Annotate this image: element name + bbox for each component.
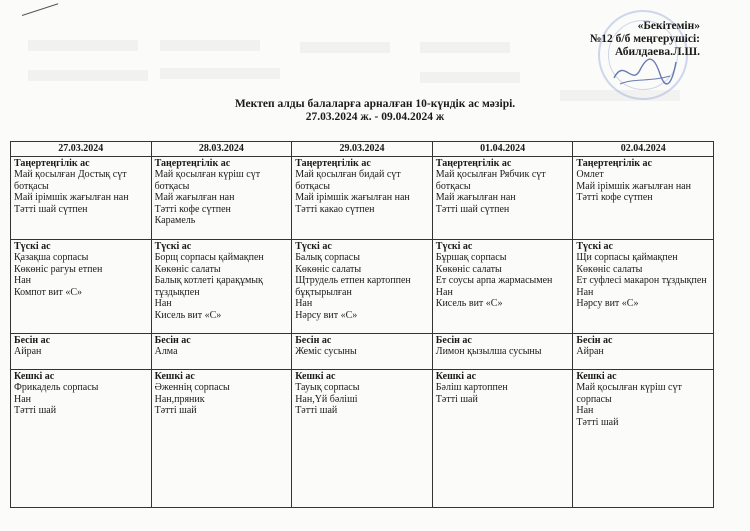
dish-item: Тәтті шай сүтпен	[435, 203, 510, 215]
meal-title: Түскі ас	[14, 240, 51, 252]
dish-item: Май қосылған күріш сүт сорпасы	[576, 382, 682, 405]
meal-cell	[151, 239, 292, 333]
dish-item: Май жағылған нан	[435, 192, 516, 203]
dish-item: Нәрсу вит «С»	[576, 298, 639, 309]
dish-item: Әженнің сорпасы	[154, 382, 230, 393]
meal-title: Бесін ас	[14, 334, 51, 346]
dish-item: Борщ сорпасы қаймақпен	[154, 252, 264, 263]
dish-item: Ет суфлесі макарон тұздықпен	[576, 275, 707, 286]
date-header: 01.04.2024	[432, 142, 573, 157]
dish-item: Нан	[295, 298, 313, 309]
dish-item: Май ірімшік жағылған нан	[576, 180, 691, 192]
meal-title: Таңертеңгілік ас	[154, 157, 231, 169]
meal-cell	[573, 156, 714, 239]
dish-item: Жеміс сусыны	[295, 346, 357, 357]
dish-item: Нәрсу вит «С»	[295, 309, 358, 321]
meal-cell	[573, 333, 714, 369]
dish-item: Нан	[576, 286, 594, 298]
meal-title: Бесін ас	[295, 334, 332, 346]
dish-item: Тәтті какао сүтпен	[295, 203, 375, 215]
meal-title: Таңертеңгілік ас	[576, 157, 652, 169]
dish-item: Көкөніс рагуы етпен	[14, 263, 103, 275]
meal-title: Түскі ас	[295, 240, 332, 252]
date-header-row	[11, 142, 714, 157]
dish-item: Май ірімшік жағылған нан	[295, 192, 410, 203]
signature	[610, 48, 680, 92]
meal-cell	[292, 156, 433, 239]
dish-item: Омлет	[576, 169, 604, 180]
menu-table	[10, 141, 714, 508]
dish-item: Нан	[14, 275, 32, 286]
approval-line-2: №12 б/б меңгерушісі:	[589, 33, 700, 45]
dish-item: Май жағылған нан	[154, 192, 235, 203]
meal-title: Кешкі ас	[576, 370, 617, 382]
dish-item: Тәтті шай	[576, 416, 619, 428]
meal-title: Түскі ас	[576, 240, 613, 252]
meal-cell	[292, 239, 433, 333]
dish-item: Көкөніс салаты	[576, 263, 643, 275]
meal-cell	[151, 333, 292, 369]
dish-item: Бәліш картоппен	[435, 382, 508, 393]
dish-item: Тәтті шай сүтпен	[14, 203, 88, 215]
dish-item: Көкөніс салаты	[295, 263, 362, 275]
dish-item: Лимон қызылша сусыны	[435, 346, 542, 357]
dish-item: Тауық сорпасы	[295, 382, 360, 393]
meal-cell	[11, 369, 152, 507]
meal-title: Таңертеңгілік ас	[14, 157, 90, 169]
dish-item: Балық сорпасы	[295, 252, 360, 263]
dish-item: Тәтті шай	[435, 393, 478, 405]
dish-item: Көкөніс салаты	[435, 263, 502, 275]
pen-mark	[22, 3, 58, 16]
meal-row	[11, 369, 714, 507]
dish-item: Май қосылған бидай сүт ботқасы	[295, 169, 401, 192]
dish-item: Балық котлеті қарақұмық тұздықпен	[154, 275, 263, 298]
dish-item: Компот вит «С»	[14, 286, 83, 298]
meal-cell	[432, 239, 573, 333]
date-header: 27.03.2024	[11, 142, 152, 157]
dish-item: Нан	[576, 405, 594, 416]
dish-item: Кисель вит «С»	[435, 298, 503, 309]
dish-item: Май қосылған күріш сүт ботқасы	[154, 169, 261, 192]
meal-title: Кешкі ас	[435, 370, 477, 382]
dish-item: Қазақша сорпасы	[14, 252, 89, 263]
dish-item: Тәтті шай	[154, 405, 197, 416]
dish-item: Май қосылған Достық сүт ботқасы	[14, 169, 127, 192]
dish-item: Көкөніс салаты	[154, 263, 221, 275]
meal-row	[11, 156, 714, 239]
meal-cell	[11, 156, 152, 239]
dish-item: Нан	[154, 298, 172, 309]
meal-cell	[292, 333, 433, 369]
dish-item: Тәтті кофе сүтпен	[154, 203, 231, 215]
dish-item: Алма	[154, 346, 178, 357]
approval-line-1: «Бекітемін»	[637, 20, 700, 32]
dish-item: Май ірімшік жағылған нан	[14, 192, 129, 203]
meal-cell	[573, 369, 714, 507]
meal-title: Таңертеңгілік ас	[295, 157, 371, 169]
date-header: 02.04.2024	[573, 142, 714, 157]
meal-row	[11, 239, 714, 333]
dish-item: Тәтті шай	[295, 405, 338, 416]
date-header: 28.03.2024	[151, 142, 292, 157]
dish-item: Тәтті кофе сүтпен	[576, 192, 653, 203]
dish-item: Ет соусы арпа жармасымен	[435, 275, 553, 286]
dish-item: Щтрудель етпен картоппен бұқтырылған	[295, 275, 411, 298]
meal-cell	[432, 333, 573, 369]
dish-item: Нан	[435, 286, 453, 298]
dish-item: Нан,пряник	[154, 393, 205, 405]
dish-item: Нан	[14, 393, 32, 405]
meal-cell	[11, 333, 152, 369]
dish-item: Фрикадель сорпасы	[14, 382, 99, 393]
dish-item: Бұршақ сорпасы	[435, 252, 507, 263]
meal-title: Кешкі ас	[14, 370, 55, 382]
meal-title: Түскі ас	[435, 240, 473, 252]
meal-title: Бесін ас	[435, 334, 472, 346]
meal-cell	[151, 156, 292, 239]
meal-title: Түскі ас	[154, 240, 192, 252]
meal-title: Бесін ас	[154, 334, 191, 346]
dish-item: Нан,Үй бәліші	[295, 393, 358, 405]
meal-cell	[151, 369, 292, 507]
dish-item: Карамель	[154, 215, 196, 226]
meal-cell	[432, 369, 573, 507]
meal-cell	[573, 239, 714, 333]
meal-title: Таңертеңгілік ас	[435, 157, 512, 169]
approval-line-3: Абилдаева.Л.Ш.	[614, 46, 700, 58]
meal-row	[11, 333, 714, 369]
meal-title: Кешкі ас	[154, 370, 195, 382]
meal-title: Кешкі ас	[295, 370, 336, 382]
dish-item: Тәтті шай	[14, 405, 57, 416]
meal-cell	[292, 369, 433, 507]
dish-item: Щи сорпасы қаймақпен	[576, 252, 678, 263]
date-header: 29.03.2024	[292, 142, 433, 157]
dish-item: Айран	[14, 346, 42, 357]
meal-cell	[11, 239, 152, 333]
dish-item: Айран	[576, 346, 604, 357]
menu-title: Мектеп алды балаларға арналған 10-күндік ас мәзірі.	[234, 98, 516, 110]
meal-cell	[432, 156, 573, 239]
dish-item: Май қосылған Рябчик сүт ботқасы	[435, 169, 546, 192]
meal-title: Бесін ас	[576, 334, 613, 346]
dish-item: Кисель вит «С»	[154, 309, 222, 321]
menu-period: 27.03.2024 ж. - 09.04.2024 ж	[305, 111, 445, 123]
